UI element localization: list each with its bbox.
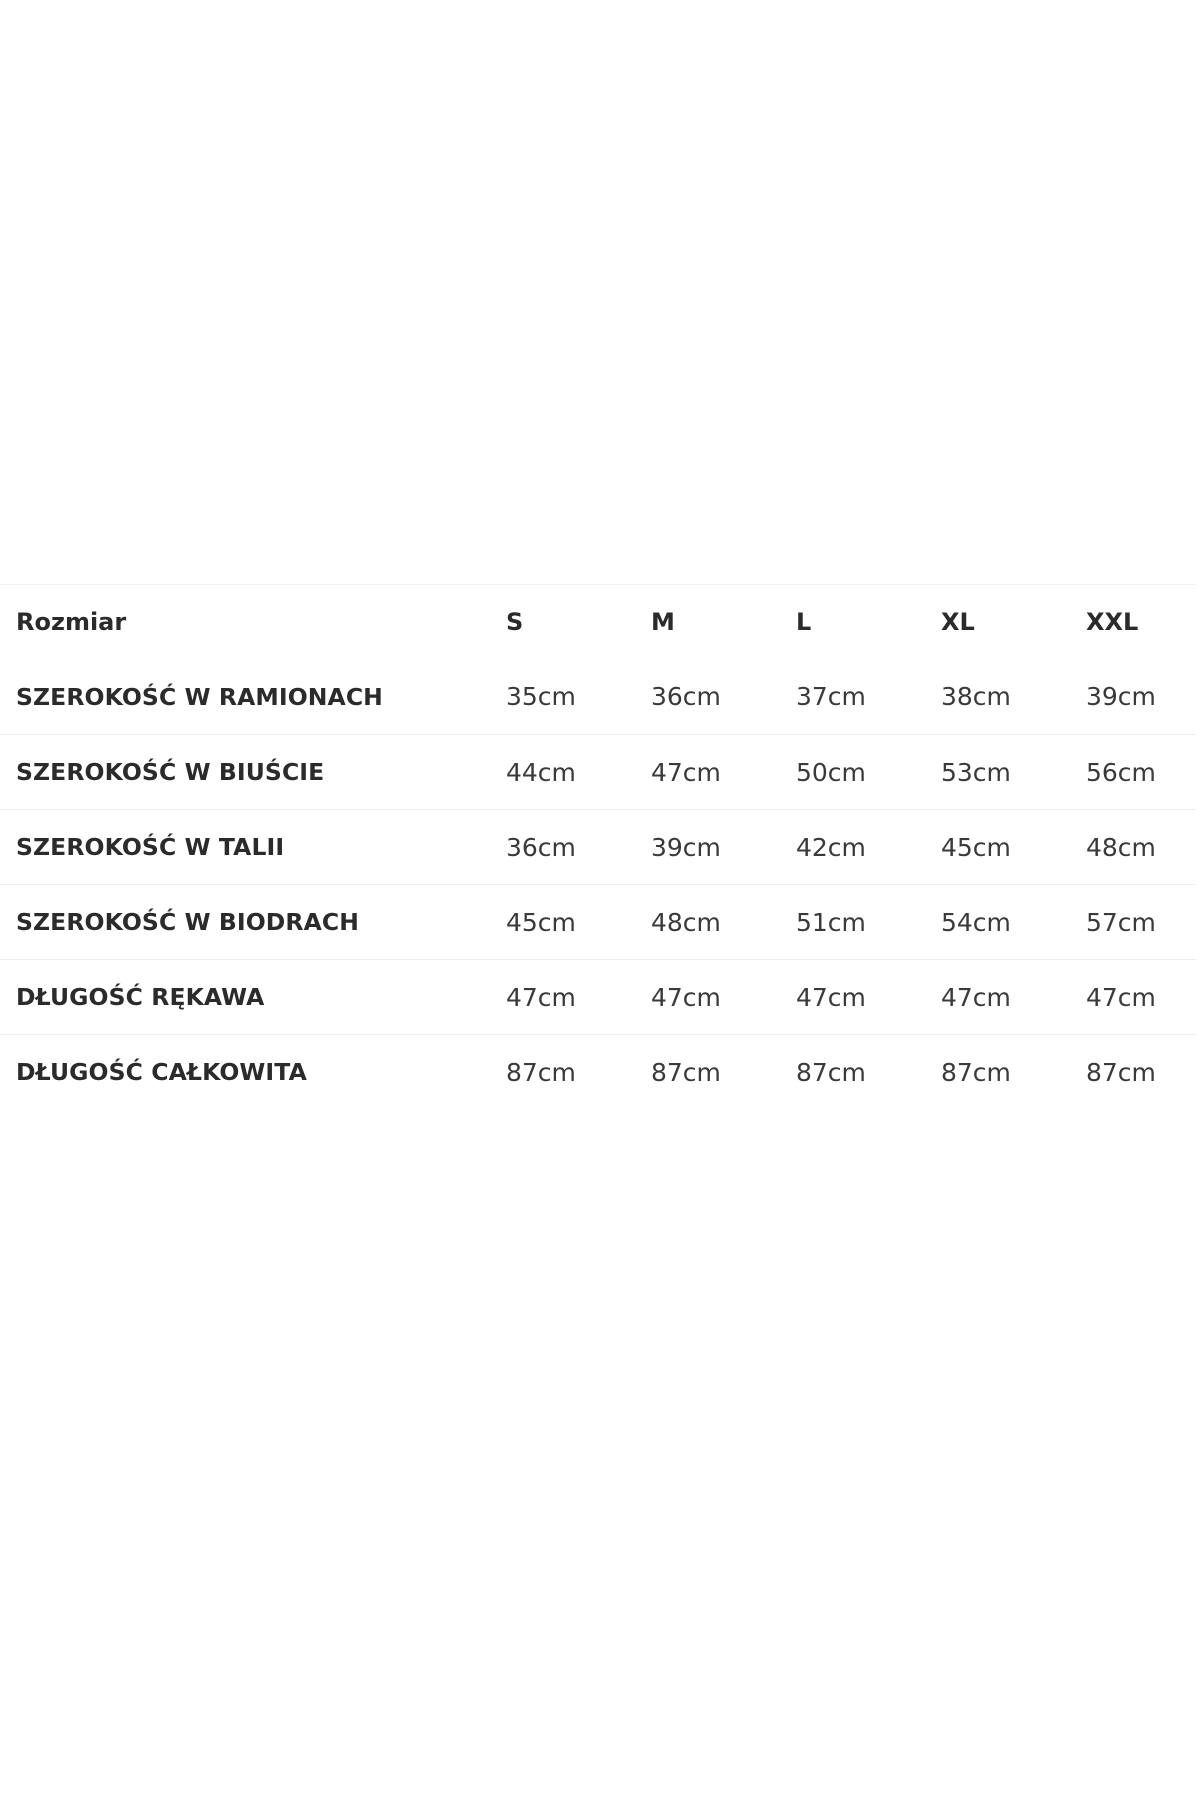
table-cell: 37cm — [796, 682, 866, 712]
row-label: SZEROKOŚĆ W TALII — [16, 833, 285, 861]
table-cell: 87cm — [796, 1057, 866, 1087]
table-row — [0, 885, 1196, 960]
table-cell: 36cm — [651, 682, 721, 712]
table-cell: 36cm — [506, 832, 576, 862]
header-size-m: M — [651, 608, 675, 637]
table-cell: 42cm — [796, 832, 866, 862]
table-header-row — [0, 585, 1196, 660]
table-cell: 56cm — [1086, 757, 1156, 787]
table-cell: 38cm — [941, 682, 1011, 712]
table-row — [0, 960, 1196, 1035]
table-cell: 47cm — [941, 982, 1011, 1012]
table-cell: 47cm — [506, 982, 576, 1012]
row-label: DŁUGOŚĆ CAŁKOWITA — [16, 1058, 307, 1087]
table-cell: 50cm — [796, 757, 866, 787]
header-size-xxl: XXL — [1086, 608, 1139, 637]
table-cell: 87cm — [1086, 1057, 1156, 1087]
table-cell: 35cm — [506, 682, 576, 712]
table-cell: 47cm — [1086, 982, 1156, 1012]
header-size-l: L — [796, 608, 812, 637]
table-cell: 44cm — [506, 757, 576, 787]
table-row — [0, 810, 1196, 885]
header-size-s: S — [506, 608, 524, 637]
size-chart-table — [0, 584, 1196, 1110]
table-cell: 48cm — [651, 907, 721, 937]
row-label: SZEROKOŚĆ W BIODRACH — [16, 908, 360, 936]
table-cell: 47cm — [651, 982, 721, 1012]
table-cell: 57cm — [1086, 907, 1156, 937]
table-cell: 48cm — [1086, 832, 1156, 862]
table-cell: 47cm — [651, 757, 721, 787]
table-cell: 54cm — [941, 907, 1011, 937]
row-label: SZEROKOŚĆ W BIUŚCIE — [16, 758, 325, 786]
table-cell: 45cm — [941, 832, 1011, 862]
header-size-xl: XL — [941, 608, 975, 637]
header-label: Rozmiar — [16, 608, 127, 637]
table-cell: 87cm — [941, 1057, 1011, 1087]
row-label: DŁUGOŚĆ RĘKAWA — [16, 983, 265, 1011]
table-row — [0, 735, 1196, 810]
table-cell: 39cm — [651, 832, 721, 862]
table-cell: 39cm — [1086, 682, 1156, 712]
table-cell: 45cm — [506, 907, 576, 937]
table-cell: 87cm — [651, 1057, 721, 1087]
row-label: SZEROKOŚĆ W RAMIONACH — [16, 682, 383, 711]
table-cell: 47cm — [796, 982, 866, 1012]
table-cell: 53cm — [941, 757, 1011, 787]
table-row — [0, 1035, 1196, 1110]
table-cell: 87cm — [506, 1057, 576, 1087]
table-row — [0, 660, 1196, 735]
table-cell: 51cm — [796, 907, 866, 937]
